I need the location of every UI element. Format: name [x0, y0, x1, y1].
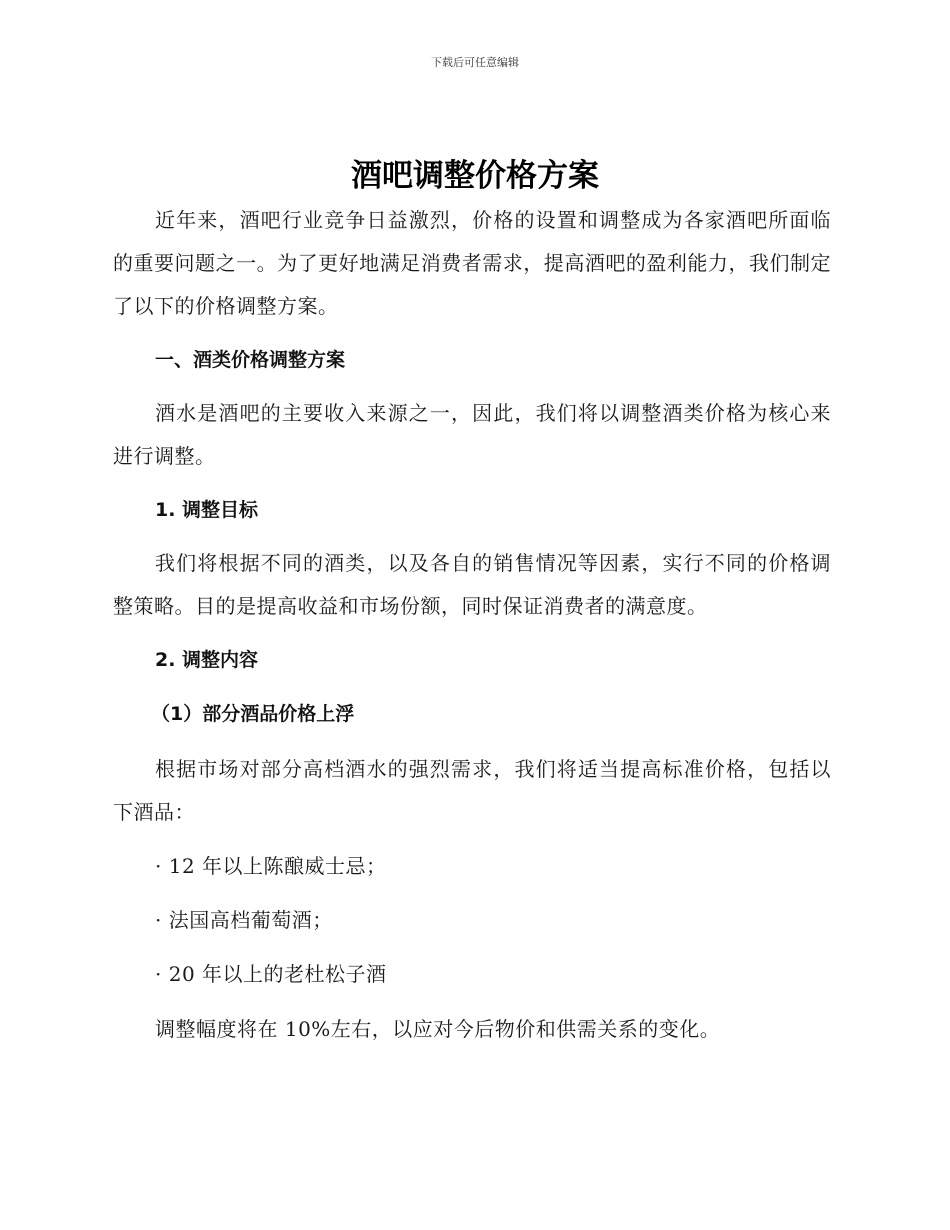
- intro-paragraph: 近年来，酒吧行业竞争日益激烈，价格的设置和调整成为各家酒吧所面临的重要问题之一。为了更好地满足消费者需求，提高酒吧的盈利能力，我们制定了以下的价格调整方案。: [113, 208, 831, 318]
- subsection-heading-goal: 1. 调整目标: [155, 499, 259, 521]
- header-note: 下载后可任意编辑: [431, 56, 519, 69]
- list-item: · 20 年以上的老杜松子酒: [155, 962, 387, 986]
- subsection-paragraph-goal: 我们将根据不同的酒类，以及各自的销售情况等因素，实行不同的价格调整策略。目的是提高收益和市场份额，同时保证消费者的满意度。: [113, 551, 831, 618]
- price-rise-paragraph: 根据市场对部分高档酒水的强烈需求，我们将适当提高标准价格，包括以下酒品：: [113, 757, 831, 824]
- sub-subsection-heading-price-rise: （1）部分酒品价格上浮: [151, 703, 355, 725]
- subsection-heading-content: 2. 调整内容: [155, 649, 259, 671]
- list-item: · 12 年以上陈酿威士忌；: [155, 854, 387, 878]
- closing-paragraph: 调整幅度将在 10%左右，以应对今后物价和供需关系的变化。: [155, 1017, 721, 1041]
- list-item: · 法国高档葡萄酒；: [155, 908, 333, 932]
- document-title: 酒吧调整价格方案: [351, 158, 599, 194]
- document-body: [113, 199, 831, 1051]
- section-paragraph-wine-pricing: 酒水是酒吧的主要收入来源之一，因此，我们将以调整酒类价格为核心来进行调整。: [113, 401, 831, 468]
- section-heading-wine-pricing: 一、酒类价格调整方案: [155, 349, 346, 371]
